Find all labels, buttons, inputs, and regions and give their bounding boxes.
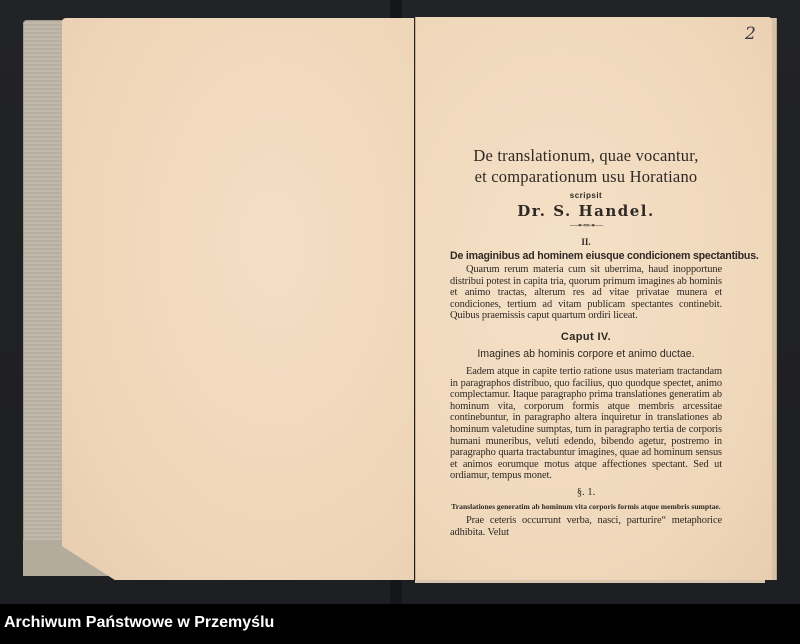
section-heading: De imaginibus ad hominem eiusque condicionem spectantibus. <box>450 250 759 262</box>
chapter-title: Caput IV. <box>560 330 612 343</box>
archive-footer <box>0 604 800 644</box>
archive-name: Archiwum Państwowe w Przemyślu <box>4 614 275 631</box>
title-line-2: et comparationum usu Horatiano <box>474 167 698 186</box>
author-name: Dr. S. Handel. <box>517 202 655 220</box>
intro-paragraph: Quarum rerum materia cum sit uberrima, haud inopportune distribui potest in capita tria, quorum primum imagines ab hominis et animo tractas, alterum res ad vitae privatae munera et condiciones, tertium ad vitam publicam spectantes continebit. Quibus praemissis caput quartum ordiri liceat. <box>450 264 722 322</box>
chapter-subtitle: Imagines ab hominis corpore et animo ductae. <box>477 347 695 360</box>
ornament-divider-icon: —⊷⊶— <box>570 220 602 230</box>
page-text <box>450 145 759 538</box>
final-paragraph: Prae ceteris occurrunt verba, nasci, parturire“ metaphorice adhibita. Velut <box>450 514 722 538</box>
paragraph-marker: §. 1. <box>576 486 596 498</box>
folio-number: 2 <box>745 24 756 44</box>
chapter-paragraph: Eadem atque in capite tertio ratione usus materiam tractandam in paragraphos distribuo, quo facilius, quo quodque spectet, animo complectamur. Itaque paragrapho prima translationes generatim ab hominum vita, corporum formis atque membris arcessitae continebuntur, in paragrapho altera inquiretur in translationes ab hominum valetudine sumptas, tum in paragrapho tertia de corporis humani muneribus, veluti edendo, bibendo agetur, postremo in paragrapho quarta tractabuntur imagines, quae ad hominum sensus et animos eorumque motus atque affectiones spectant. Sed ut ordiamur, tempus monet. <box>450 365 722 482</box>
title-line-1: De translationum, quae vocantur, <box>473 146 699 165</box>
scripsit-label: scripsit <box>569 191 603 200</box>
article-title <box>450 145 722 187</box>
section-number: II. <box>581 237 591 247</box>
paragraph-heading: Translationes generatim ab hominum vita corporis formis atque membris sumptae. <box>451 501 721 511</box>
left-page-blank <box>62 18 414 580</box>
